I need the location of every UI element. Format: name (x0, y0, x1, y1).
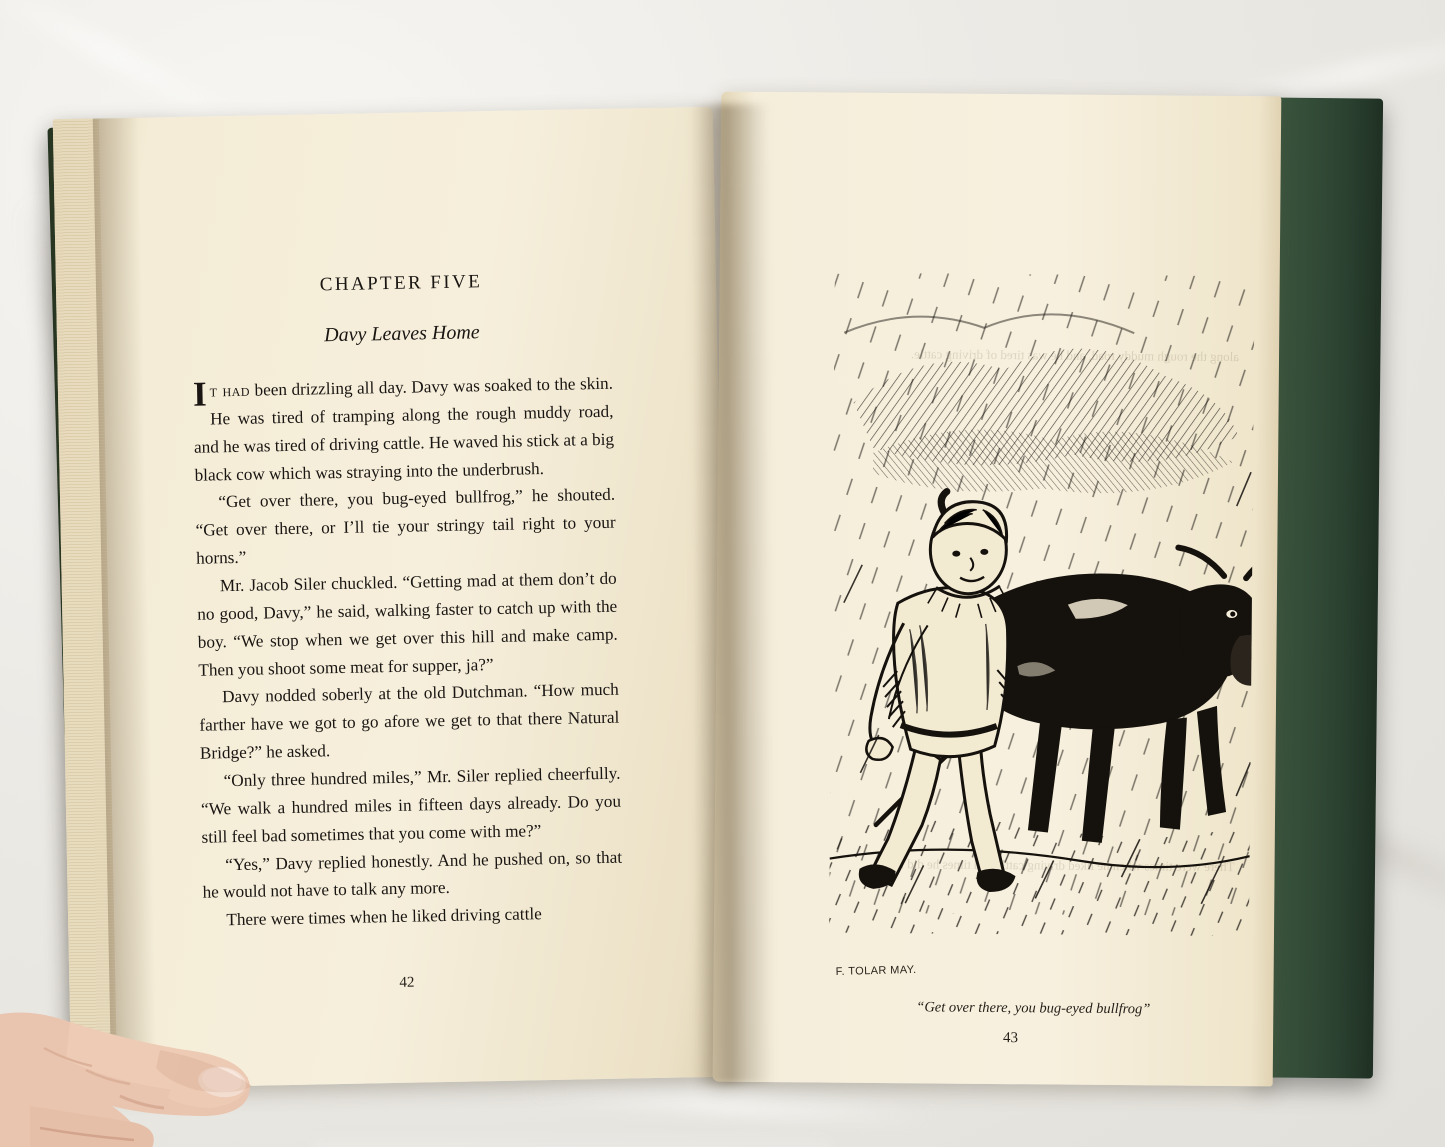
ink-illustration-svg (828, 273, 1254, 997)
page-number-right: 43 (1003, 1030, 1019, 1047)
left-page-text-block (191, 269, 624, 935)
paragraph-4: Davy nodded soberly at the old Dutchman. “How much farther have we got to go afore we get to that there Natural Bridge?” he asked. (199, 680, 620, 763)
paragraph-1 (193, 370, 615, 489)
paragraph-2: “Get over there, you bug-eyed bullfrog,” he shouted. “Get over there, or I’ll tie your stringy tail right to your horns.” (195, 485, 616, 568)
paragraph-3: Mr. Jacob Siler chuckled. “Getting mad at them don’t do no good, Davy,” he said, walking faster to catch up with the boy. “We stop when we get over this hill and make camp. Then you shoot some meat for supper, ja?” (197, 568, 618, 680)
illustration (828, 273, 1254, 997)
drop-cap: I (192, 374, 208, 414)
page-curl-highlight (312, 1128, 832, 1147)
chapter-label: CHAPTER FIVE (319, 271, 483, 296)
chapter-title: Davy Leaves Home (323, 321, 480, 347)
opening-smallcaps: t had (209, 380, 251, 401)
paragraph-1-text: been drizzling all day. Davy was soaked to the skin. He was tired of tramping along the rough muddy road, and he was tired of driving cattle. He waved his stick at a big black cow which was straying into the underbrush. (193, 373, 615, 485)
page-number-left: 42 (399, 974, 415, 991)
paragraph-6: “Yes,” Davy replied honestly. And he pushed on, so that he would not have to talk any more. (202, 847, 623, 903)
right-page[interactable] (713, 92, 1282, 1087)
hand (0, 900, 330, 1147)
paragraph-7: There were times when he liked driving cattle (226, 904, 542, 930)
artist-signature: F. TOLAR MAY. (835, 963, 917, 979)
illustration-caption: “Get over there, you bug-eyed bullfrog” (916, 999, 1151, 1018)
paragraph-5: “Only three hundred miles,” Mr. Siler replied cheerfully. “We walk a hundred miles in fifteen days already. Do you still feel bad sometimes that you come with me?” (200, 763, 622, 847)
